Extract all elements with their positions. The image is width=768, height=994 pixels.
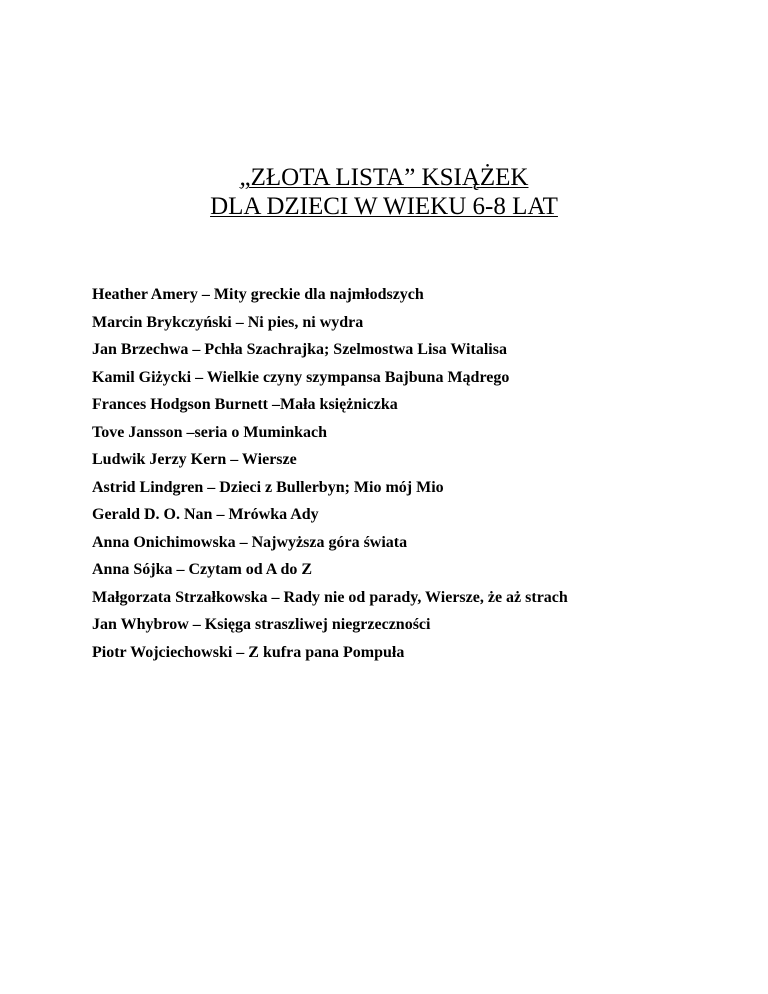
book-item: Astrid Lindgren – Dzieci z Bullerbyn; Mio mój Mio [92,478,444,496]
book-item: Małgorzata Strzałkowska – Rady nie od parady, Wiersze, że aż strach [92,588,568,606]
book-item: Jan Whybrow – Księga straszliwej niegrzeczności [92,616,431,633]
book-item: Piotr Wojciechowski – Z kufra pana Pompuła [92,643,405,661]
book-list [92,281,568,666]
book-item: Frances Hodgson Burnett –Mała księżniczka [92,396,398,413]
book-item: Heather Amery – Mity greckie dla najmłodszych [92,286,424,303]
title-line-2: DLA DZIECI W WIEKU 6-8 LAT [210,193,558,220]
book-item: Tove Jansson –seria o Muminkach [92,423,327,441]
book-item: Anna Onichimowska – Najwyższa góra świata [92,533,408,551]
book-item: Gerald D. O. Nan – Mrówka Ady [92,506,319,523]
book-item: Kamil Giżycki – Wielkie czyny szympansa Bajbuna Mądrego [92,368,510,386]
book-item: Marcin Brykczyński – Ni pies, ni wydra [92,313,364,331]
book-item: Ludwik Jerzy Kern – Wiersze [92,451,297,468]
document-title [0,163,768,221]
title-line-1: „ZŁOTA LISTA” KSIĄŻEK [239,164,529,191]
book-item: Anna Sójka – Czytam od A do Z [92,561,313,578]
book-item: Jan Brzechwa – Pchła Szachrajka; Szelmostwa Lisa Witalisa [92,341,507,358]
